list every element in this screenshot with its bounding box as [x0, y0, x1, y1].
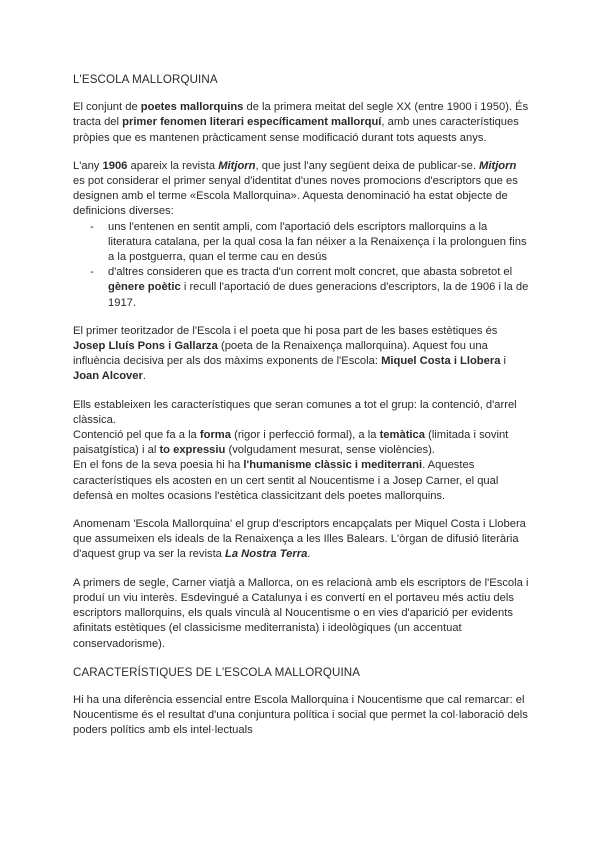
paragraph-theorist — [73, 324, 530, 385]
text-run: Anomenam 'Escola Mallorquina' el grup d'escriptors encapçalats per Miquel Costa i Llobera que assumeixen els ideals de la Renaixença a les Illes Balears. L'òrgan de difusió literària d'aquest grup va ser la revista — [73, 518, 526, 561]
paragraph-definition — [73, 517, 530, 563]
paragraph-characteristics — [73, 398, 530, 504]
list-item — [90, 265, 530, 311]
bold-term: primer fenomen literari específicament mallorquí — [122, 116, 382, 129]
page-title: L'ESCOLA MALLORQUINA — [73, 73, 218, 86]
journal-title: La Nostra Terra — [225, 548, 308, 561]
text-run: (poeta de la Renaixença mallorquina). Aquest fou una influència decisiva per als dos màxims exponents de l'Escola: — [73, 340, 488, 368]
text-run: . Aquestes característiques els acosten en un cert sentit al Noucentisme i a Josep Carner, el qual defensà en moltes ocasions l'estètica classicitzant dels poetes mallorquins. — [73, 459, 499, 502]
text-run: El primer teoritzador de l'Escola i el poeta que hi posa part de les bases estètiques és — [73, 324, 498, 337]
text-run: i — [500, 355, 507, 368]
bold-term: Josep Lluís Pons i Gallarza — [73, 340, 218, 353]
definitions-list — [73, 220, 530, 311]
section-title: CARACTERÍSTIQUES DE L'ESCOLA MALLORQUINA — [73, 665, 361, 679]
bold-term: Miquel Costa i Llobera — [381, 355, 501, 368]
bold-term: to expressiu — [159, 444, 226, 457]
text-line — [73, 458, 530, 504]
text-run: de la primera meitat del segle XX (entre 1900 i 1950). És tracta del — [73, 101, 529, 129]
text-run: (rigor i perfecció formal), a la — [230, 429, 380, 442]
text-run: apareix la revista — [127, 159, 219, 172]
bold-term: Joan Alcover — [73, 370, 143, 383]
text-run: El conjunt de — [73, 101, 141, 114]
text-run: uns l'entenen en sentit ampli, com l'aportació dels escriptors mallorquins a la literatura catalana, per la qual cosa la fan néixer a la Renaixença i la prolonguen fins a la postguerra, quan el terme cau en desús — [108, 220, 527, 264]
bold-term: poetes mallorquins — [140, 101, 244, 114]
paragraph-intro — [73, 100, 530, 146]
text-run: L'any — [73, 159, 103, 172]
text-run: d'altres consideren que es tracta d'un corrent molt concret, que abasta sobretot el — [108, 266, 513, 279]
text-line: Ells estableixen les característiques que seran comunes a tot el grup: la contenció, d'arrel clàssica. — [73, 398, 517, 426]
bold-term: forma — [199, 429, 231, 442]
journal-title: Mitjorn — [218, 159, 256, 172]
bold-term: l'humanisme clàssic i mediterrani — [243, 459, 423, 472]
text-run: , amb unes característiques pròpies que es mantenen pràcticament sense modificació durant tots aquests anys. — [73, 116, 519, 144]
bold-term: gènere poètic — [108, 281, 181, 294]
text-run: . — [142, 370, 146, 383]
text-run: En el fons de la seva poesia hi ha — [73, 459, 244, 472]
text-run: i recull l'aportació de dues generacions d'escriptors, la de 1906 i la de 1917. — [108, 281, 529, 309]
paragraph-mitjorn — [73, 159, 530, 220]
paragraph-carner: A primers de segle, Carner viatjà a Mallorca, on es relacionà amb els escriptors de l'Escola i produí un viu interès. Esdevingué a Catalunya i es convertí en el portaveu més actiu dels escriptors mallorquins, els quals vinculà al Noucentisme o en vies d'aparició per evidents afinitats estètiques (el classicisme mediterranista) i ideològiques (un accentuat conservadorisme). — [73, 576, 529, 650]
text-run: (volgudament mesurat, sense violències). — [225, 444, 435, 457]
bold-term: temàtica — [379, 429, 425, 442]
journal-title: Mitjorn — [479, 159, 517, 172]
text-run: . — [307, 548, 311, 561]
text-run: Contenció pel que fa a la — [73, 429, 200, 442]
list-item — [90, 220, 530, 266]
bold-term: 1906 — [102, 159, 128, 172]
text-run: , que just l'any següent deixa de publicar-se. — [255, 159, 480, 172]
text-run: es pot considerar el primer senyal d'identitat d'unes noves promocions d'escriptors que es designen amb el terme «Escola Mallorquina». Aquesta denominació ha estat objecte de definicions diverses: — [73, 175, 518, 218]
text-run: (limitada i sovint paisatgística) i al — [73, 429, 509, 457]
paragraph-difference: Hi ha una diferència essencial entre Escola Mallorquina i Noucentisme que cal remarcar: el Noucentisme és el resultat d'una conjuntura política i social que permet la col·laboració dels poders polítics amb els intel·lectuals — [73, 693, 528, 737]
text-line — [73, 428, 530, 458]
